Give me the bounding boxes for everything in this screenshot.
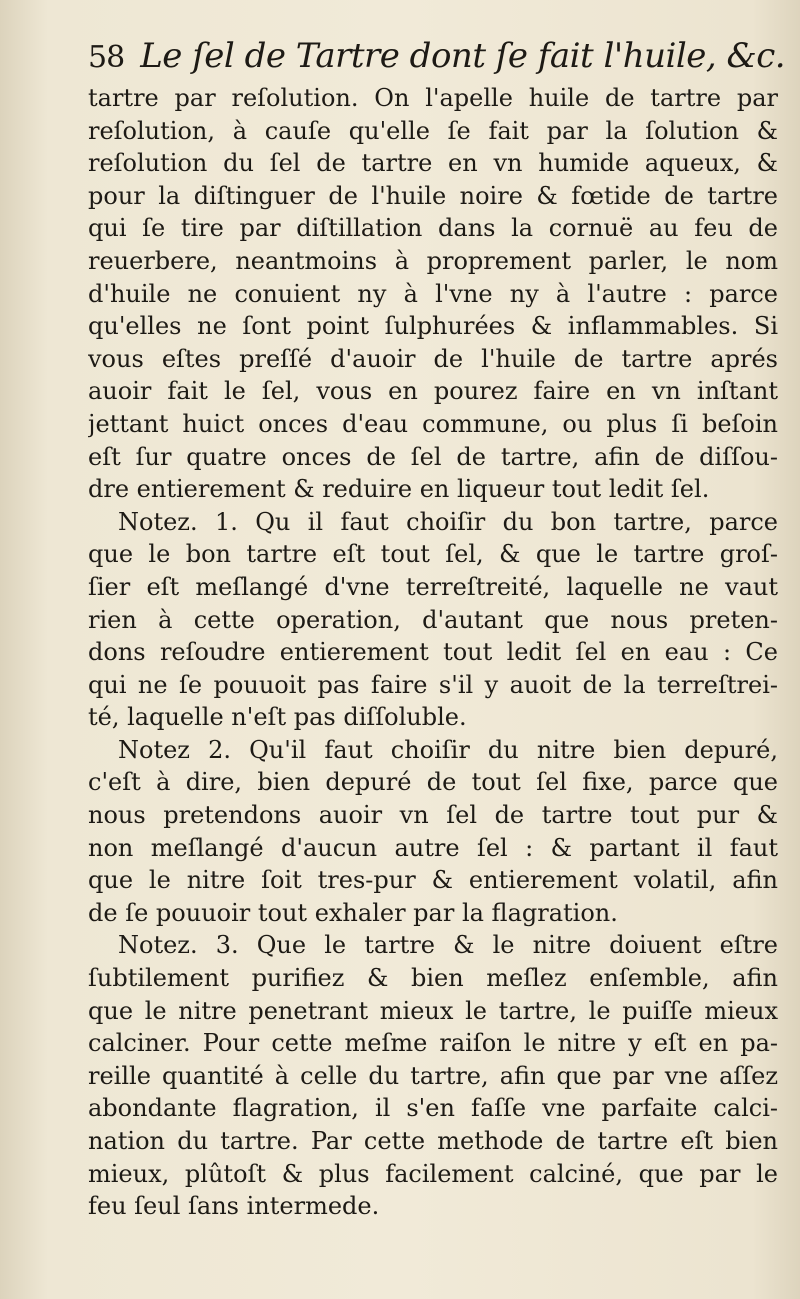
text-line: jettant huict onces d'eau commune, ou plus ſi beſoin <box>88 409 778 438</box>
text-line: dons reſoudre entierement tout ledit ſel en eau : Ce <box>88 638 778 667</box>
text-line: feu ſeul ſans intermede. <box>88 1192 380 1221</box>
text-line: dre entierement & reduire en liqueur tout ledit ſel. <box>88 475 710 504</box>
text-line: auoir fait le ſel, vous en pourez faire en vn inſtant <box>88 377 778 406</box>
body-text <box>88 82 778 1223</box>
running-title: Le ſel de Tartre dont ſe fait l'huile, &c. <box>140 36 786 76</box>
text-line: vous eſtes preſſé d'auoir de l'huile de tartre aprés <box>88 344 778 373</box>
text-line: d'huile ne conuient ny à l'vne ny à l'autre : parce <box>88 279 778 308</box>
text-line: qui ſe tire par diſtillation dans la cornuë au feu de <box>88 214 778 243</box>
text-line: reſolution, à cauſe qu'elle ſe fait par la ſolution & <box>88 116 778 145</box>
text-line: calciner. Pour cette meſme raiſon le nitre y eſt en pa- <box>88 1029 778 1058</box>
text-line: de ſe pouuoir tout exhaler par la flagration. <box>88 898 618 927</box>
text-line: nation du tartre. Par cette methode de tartre eſt bien <box>88 1127 778 1155</box>
text-line: abondante flagration, il s'en faſſe vne parfaite calci- <box>88 1094 778 1123</box>
text-line: mieux, plûtoſt & plus facilement calciné, que par le <box>88 1159 778 1188</box>
text-line: reſolution du ſel de tartre en vn humide aqueux, & <box>88 149 778 178</box>
page-header <box>88 30 786 82</box>
text-line: que le nitre ſoit tres-pur & entierement volatil, afin <box>88 866 778 895</box>
text-line: ſier eſt meſlangé d'vne terreſtreité, laquelle ne vaut <box>88 572 778 601</box>
text-line: c'eſt à dire, bien depuré de tout ſel fixe, parce que <box>88 768 778 797</box>
text-line: Notez 2. Qu'il faut choiſir du nitre bien depuré, <box>118 735 778 764</box>
text-line: Notez. 3. Que le tartre & le nitre doiuent eſtre <box>118 931 778 960</box>
text-line: qui ne ſe pouuoit pas faire s'il y auoit de la terreſtrei- <box>88 670 778 699</box>
text-line: pour la diſtinguer de l'huile noire & fœtide de tartre <box>88 181 778 210</box>
text-line: que le bon tartre eſt tout ſel, & que le tartre groſ- <box>88 540 778 569</box>
text-line: Notez. 1. Qu il faut choiſir du bon tartre, parce <box>118 507 778 536</box>
text-line: eſt ſur quatre onces de ſel de tartre, afin de diſſou- <box>88 442 778 471</box>
text-line: reuerbere, neantmoins à proprement parler, le nom <box>88 246 778 275</box>
text-line: que le nitre penetrant mieux le tartre, le puiſſe mieux <box>88 996 778 1025</box>
text-line: ſubtilement purifiez & bien meſlez enſemble, afin <box>88 964 778 993</box>
text-line: reille quantité à celle du tartre, afin que par vne aſſez <box>88 1061 778 1090</box>
text-line: tartre par reſolution. On l'apelle huile de tartre par <box>88 84 778 112</box>
text-line: nous pretendons auoir vn ſel de tartre tout pur & <box>88 801 778 830</box>
page-number: 58 <box>88 40 125 75</box>
text-line: qu'elles ne ſont point ſulphurées & inflammables. Si <box>88 312 778 341</box>
text-line: non meſlangé d'aucun autre ſel : & partant il faut <box>88 833 778 862</box>
text-line: rien à cette operation, d'autant que nous preten- <box>88 605 778 634</box>
text-line: té, laquelle n'eſt pas diſſoluble. <box>88 703 467 732</box>
